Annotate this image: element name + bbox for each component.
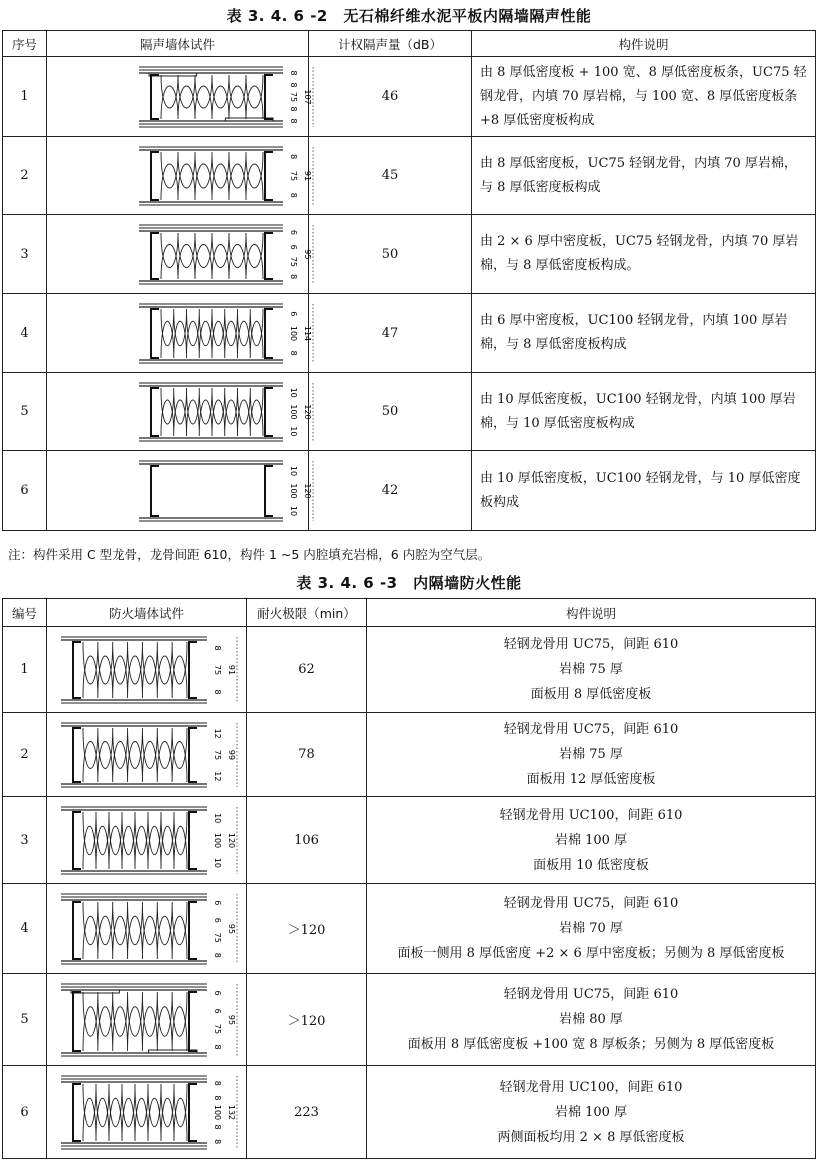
dimension-label: 10 [213,812,222,823]
specimen-cell [47,373,312,451]
dimension-label: 8 [289,69,298,76]
wall-section-diagram [47,453,312,529]
dimension-label: 75 [213,749,222,760]
steel-stud [73,812,81,869]
col-header-value: 耐火极限（min） [247,599,367,627]
steel-stud [151,233,159,279]
wall-section-diagram [47,799,245,882]
dimension-label: 6 [213,917,222,923]
dimension-label: 8 [213,952,222,958]
steel-stud [73,642,81,698]
rock-wool [161,152,263,188]
steel-stud [265,466,273,516]
total-dimension-label: 114 [303,325,312,341]
dimension-label: 100 [289,482,298,499]
col-header-specimen: 防火墙体试件 [47,599,247,627]
dimension-label: 8 [289,350,298,356]
specimen-cell [47,884,247,974]
dimension-label: 6 [289,310,298,316]
table-row [3,57,816,137]
row-number: 2 [3,713,47,797]
component-description: 由 8 厚低密度板 + 100 宽、8 厚低密度板条，UC75 轻钢龙骨，内填 70 厚岩棉，与 100 宽、8 厚低密度板条 +8 厚低密度板构成 [472,57,816,137]
component-description [367,713,816,797]
steel-stud [189,1084,197,1141]
component-description [367,627,816,713]
dimension-label: 8 [289,117,298,124]
total-dimension-label: 120 [303,482,312,499]
col-header-desc: 构件说明 [367,599,816,627]
col-header-specimen: 隔声墙体试件 [47,31,309,57]
dimension-label: 8 [289,105,298,112]
table-note: 注：构件采用 C 型龙骨，龙骨间距 610，构件 1 ~5 内腔填充岩棉，6 内腔为空气层。 [8,547,491,562]
fire-resistance-value: ＞120 [247,884,367,974]
specimen-cell [47,294,312,373]
wall-section-diagram [47,139,312,213]
dimension-label: 75 [289,170,298,181]
component-description [367,1066,816,1159]
table1-title: 表 3. 4. 6 -2 无石棉纤维水泥平板内隔墙隔声性能 [226,7,592,25]
sound-insulation-value: 50 [309,373,472,451]
component-description: 由 10 厚低密度板，UC100 轻钢龙骨，内填 100 厚岩棉，与 10 厚低密度板构成 [472,373,816,451]
total-dimension-label: 95 [227,1014,236,1025]
wall-section-diagram [47,629,245,711]
dimension-label: 8 [289,273,298,279]
dimension-label: 10 [213,857,222,868]
component-description: 由 2 × 6 厚中密度板，UC75 轻钢龙骨，内填 70 厚岩棉，与 8 厚低密度板构成。 [472,215,816,294]
table-row [3,1066,816,1159]
dimension-label: 100 [213,832,222,848]
sound-insulation-value: 42 [309,451,472,531]
steel-stud [189,902,197,959]
rock-wool [161,86,263,119]
specimen-cell [47,713,247,797]
sound-insulation-value: 46 [309,57,472,137]
component-description: 由 8 厚低密度板，UC75 轻钢龙骨，内填 70 厚岩棉，与 8 厚低密度板构成 [472,137,816,215]
fire-table [2,598,816,1159]
table-header-row [3,599,816,627]
description-line: 岩棉 70 厚 [559,921,623,936]
row-number: 3 [3,215,47,294]
dimension-label: 10 [289,387,298,398]
col-header-value: 计权隔声量（dB） [309,31,472,57]
description-line: 面板用 8 厚低密度板 [530,687,652,702]
dimension-label: 6 [289,229,298,235]
total-dimension-label: 132 [227,1104,236,1120]
dimension-label: 12 [213,728,222,739]
description-line: 轻钢龙骨用 UC100，间距 610 [499,1079,683,1095]
wall-section-diagram [47,375,312,449]
table-row [3,215,816,294]
description-line: 两侧面板均用 2 × 8 厚低密度板 [497,1129,685,1145]
table2-title: 表 3. 4. 6 -3 内隔墙防火性能 [296,574,522,592]
fire-resistance-value: 62 [247,627,367,713]
wall-section-diagram [47,715,245,795]
wall-section-diagram [47,976,245,1064]
description-line: 轻钢龙骨用 UC75，间距 610 [503,896,679,911]
total-dimension-label: 120 [303,403,312,420]
total-dimension-label: 107 [303,88,312,105]
table-row [3,884,816,974]
description-line: 面板用 10 低密度板 [533,857,649,873]
steel-stud [73,728,81,782]
steel-stud [151,75,159,119]
table-header-row [3,31,816,57]
dimension-label: 10 [289,465,298,476]
rock-wool [161,244,263,279]
row-number: 6 [3,1066,47,1159]
fire-resistance-value: 106 [247,797,367,884]
dimension-label: 8 [213,1043,222,1050]
fire-resistance-value: 223 [247,1066,367,1159]
table-row [3,451,816,531]
dimension-label: 8 [213,644,222,651]
steel-stud [73,902,81,959]
dimension-label: 8 [213,1124,222,1130]
dimension-label: 8 [213,1094,222,1100]
total-dimension-label: 95 [303,248,312,260]
rock-wool [161,75,263,108]
specimen-cell [47,137,312,215]
table-row [3,294,816,373]
total-dimension-label: 120 [227,832,236,848]
total-dimension-label: 99 [227,749,236,760]
row-number: 4 [3,294,47,373]
component-description [367,974,816,1066]
dimension-label: 75 [213,932,222,943]
row-number: 5 [3,373,47,451]
steel-stud [189,728,197,782]
component-description [367,797,816,884]
fire-resistance-value: ＞120 [247,974,367,1066]
rock-wool [161,233,263,268]
steel-stud [151,466,159,516]
row-number: 4 [3,884,47,974]
description-line: 岩棉 75 厚 [559,662,623,677]
dimension-label: 8 [289,81,298,88]
description-line: 面板用 12 厚低密度板 [526,772,656,787]
specimen-cell [47,451,312,531]
specimen-cell [47,974,247,1066]
col-header-desc: 构件说明 [472,31,816,57]
steel-stud [265,388,273,436]
dimension-label: 75 [213,1023,222,1034]
row-number: 3 [3,797,47,884]
steel-stud [189,642,197,698]
specimen-cell [47,797,247,884]
dimension-label: 8 [213,1138,222,1144]
dimension-label: 6 [213,1007,222,1014]
description-line: 岩棉 100 厚 [554,832,628,848]
table-row [3,713,816,797]
component-description: 由 10 厚低密度板，UC100 轻钢龙骨，与 10 厚低密度板构成 [472,451,816,531]
sound-insulation-value: 45 [309,137,472,215]
description-line: 轻钢龙骨用 UC75，间距 610 [503,722,679,737]
description-line: 轻钢龙骨用 UC75，间距 610 [503,987,679,1002]
steel-stud [265,75,273,119]
dimension-label: 6 [213,989,222,996]
description-line: 轻钢龙骨用 UC100，间距 610 [499,807,683,823]
specimen-cell [47,1066,247,1159]
description-line: 岩棉 100 厚 [554,1104,628,1120]
description-line: 轻钢龙骨用 UC75，间距 610 [503,637,679,652]
description-line: 面板用 8 厚低密度板 +100 宽 8 厚板条；另侧为 8 厚低密度板 [407,1037,775,1052]
fire-resistance-value: 78 [247,713,367,797]
specimen-cell [47,57,312,137]
dimension-label: 10 [289,505,298,516]
dimension-label: 6 [213,899,222,905]
description-line: 岩棉 75 厚 [559,747,623,762]
wall-section-diagram [47,217,312,292]
table-row [3,627,816,713]
dimension-label: 100 [289,403,298,420]
row-number: 1 [3,57,47,137]
rock-wool [161,164,263,200]
sound-insulation-value: 50 [309,215,472,294]
description-line: 面板一侧用 8 厚低密度 +2 × 6 厚中密度板；另侧为 8 厚低密度板 [397,946,785,961]
dimension-label: 12 [213,770,222,781]
dimension-label: 10 [289,425,298,436]
row-number: 6 [3,451,47,531]
col-header-no: 序号 [3,31,47,57]
dimension-label: 8 [213,1080,222,1086]
steel-stud [73,992,81,1051]
dimension-label: 8 [289,192,298,198]
dimension-label: 6 [289,244,298,250]
steel-stud [151,152,159,200]
dimension-label: 100 [289,325,298,341]
acoustic-table [2,30,816,531]
wall-section-diagram [47,886,245,972]
dimension-label: 75 [289,91,298,102]
specimen-cell [47,627,247,713]
description-line: 岩棉 80 厚 [559,1012,623,1027]
total-dimension-label: 91 [303,170,312,181]
steel-stud [265,309,273,358]
dimension-label: 100 [213,1104,222,1120]
row-number: 2 [3,137,47,215]
component-description: 由 6 厚中密度板，UC100 轻钢龙骨，内填 100 厚岩棉，与 8 厚低密度板构成 [472,294,816,373]
specimen-cell [47,215,312,294]
table-row [3,137,816,215]
wall-section-diagram [47,59,312,135]
steel-stud [189,812,197,869]
sound-insulation-value: 47 [309,294,472,373]
steel-stud [265,233,273,279]
dimension-label: 75 [289,256,298,267]
col-header-no: 编号 [3,599,47,627]
steel-stud [265,152,273,200]
steel-stud [189,992,197,1051]
steel-stud [151,388,159,436]
steel-stud [151,309,159,358]
table-row [3,797,816,884]
wall-section-diagram [47,1068,245,1157]
component-description [367,884,816,974]
total-dimension-label: 95 [227,923,236,934]
dimension-label: 75 [213,664,222,675]
row-number: 1 [3,627,47,713]
total-dimension-label: 91 [227,664,236,675]
row-number: 5 [3,974,47,1066]
wall-section-diagram [47,296,312,371]
table-row [3,974,816,1066]
steel-stud [73,1084,81,1141]
table-row [3,373,816,451]
dimension-label: 8 [289,153,298,159]
dimension-label: 8 [213,688,222,695]
